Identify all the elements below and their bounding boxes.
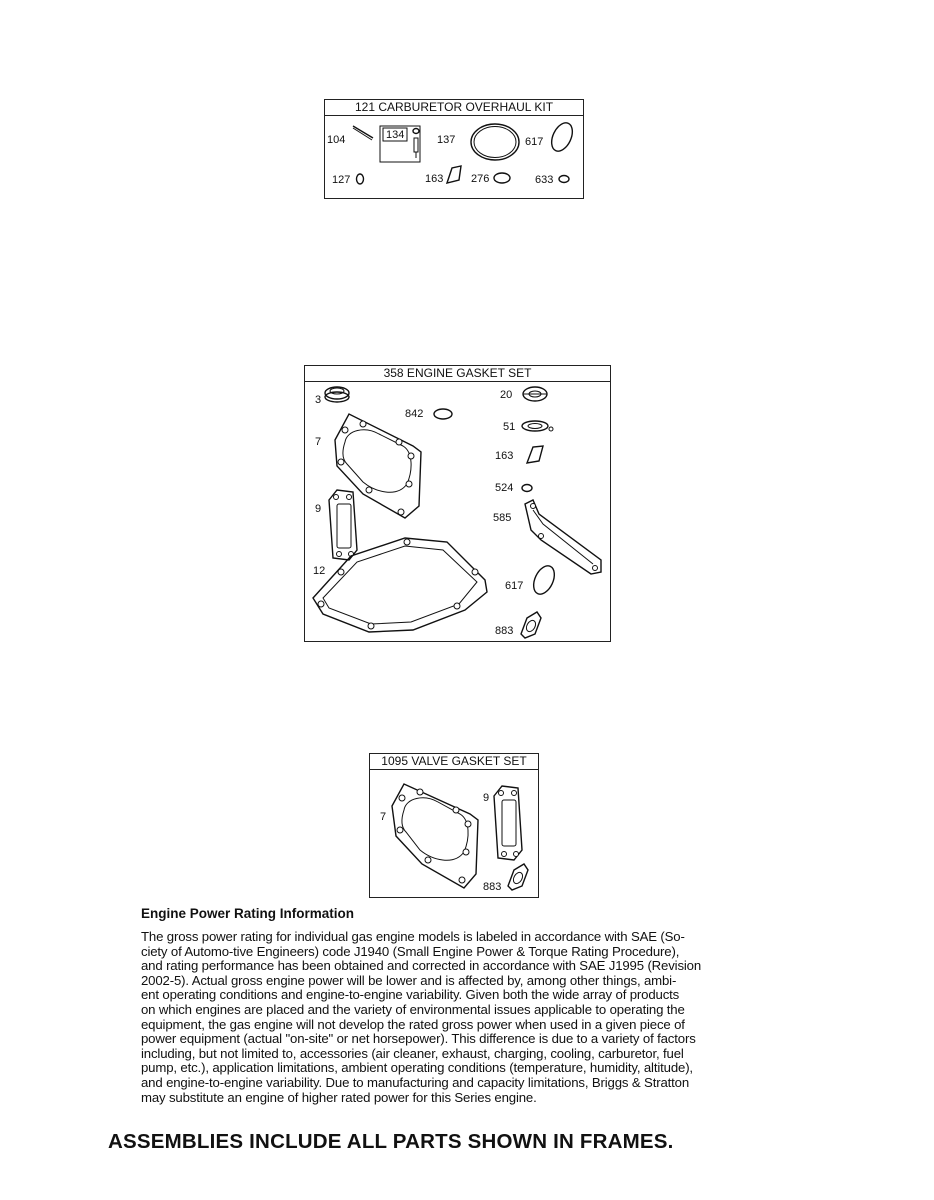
- assemblies-footer-note: ASSEMBLIES INCLUDE ALL PARTS SHOWN IN FRAMES.: [108, 1130, 674, 1153]
- needle-part-134: [413, 129, 419, 159]
- label-883: 883: [495, 625, 514, 637]
- carburetor-kit-diagram: [325, 100, 583, 198]
- seal-part-20: [523, 387, 547, 401]
- label-51: 51: [503, 421, 516, 433]
- label-585: 585: [493, 512, 512, 524]
- label-842: 842: [405, 408, 424, 420]
- washer-part-633: [559, 176, 569, 183]
- pin-part-104: [353, 126, 373, 140]
- label-12: 12: [313, 565, 326, 577]
- valve-gasket-frame: [369, 753, 539, 898]
- label-276: 276: [471, 173, 490, 185]
- label-163: 163: [495, 450, 514, 462]
- label-9: 9: [315, 503, 322, 515]
- label-524: 524: [495, 482, 514, 494]
- label-7: 7: [315, 436, 322, 448]
- carburetor-kit-frame: [324, 99, 584, 199]
- label-137: 137: [437, 134, 456, 146]
- engine-gasket-frame: [304, 365, 611, 642]
- label-9: 9: [483, 792, 490, 804]
- gasket-part-163: [527, 446, 543, 463]
- cover-gasket-part-9: [329, 490, 357, 560]
- label-127: 127: [332, 174, 351, 186]
- label-163: 163: [425, 173, 444, 185]
- gasket-part-163: [447, 166, 461, 183]
- gasket-part-51: [522, 421, 553, 431]
- gasket-part-883: [521, 612, 541, 638]
- ring-part-524: [522, 485, 532, 492]
- manifold-gasket-part-585: [525, 500, 601, 574]
- label-617: 617: [505, 580, 524, 592]
- power-rating-heading: Engine Power Rating Information: [141, 906, 355, 921]
- ring-part-842: [434, 409, 452, 419]
- power-rating-body: The gross power rating for individual gas engine models is labeled in accordance with SAE (So- ciety of Automo-tive Engineers) code J1940 (Small Engine Power & Torque Rating Procedure), and rating performance has been obtained and corrected in accordance with SAE J1995 (Revision 2002-5). Actual gross engine power will be lower and is affected by, among other things, ambi- ent operating conditions and engine-to-engine variability. Given both the wide array of products on which engines are placed and the variety of environmental issues applicable to operating the equipment, the gas engine will not develop the rated gross power when used in a given piece of power equipment (actual "on-site" or net horsepower). This difference is due to a variety of factors including, but not limited to, accessories (air cleaner, exhaust, charging, cooling, carburetor, fuel pump, etc.), application limitations, ambient operating conditions (temperature, humidity, altitude), and engine-to-engine variability. Due to manufacturing and capacity limitations, Briggs & Stratton may substitute an engine of higher rated power for this Series engine.: [141, 929, 702, 1105]
- label-3: 3: [315, 394, 322, 406]
- label-134: 134: [386, 129, 405, 141]
- engine-gasket-title: 358 ENGINE GASKET SET: [305, 366, 610, 382]
- cover-gasket-part-9: [494, 786, 522, 860]
- label-7: 7: [380, 811, 387, 823]
- label-20: 20: [500, 389, 513, 401]
- valve-gasket-diagram: [370, 754, 538, 897]
- engine-gasket-diagram: [305, 366, 610, 641]
- washer-part-276: [494, 173, 510, 183]
- head-gasket-part-7: [392, 784, 478, 888]
- gasket-part-883: [508, 864, 528, 890]
- o-ring-part-617: [530, 563, 559, 598]
- valve-gasket-title: 1095 VALVE GASKET SET: [370, 754, 538, 770]
- seal-part-127: [357, 174, 364, 184]
- head-gasket-part-7: [335, 414, 421, 518]
- label-617: 617: [525, 136, 544, 148]
- label-104: 104: [327, 134, 346, 146]
- carburetor-kit-title: 121 CARBURETOR OVERHAUL KIT: [325, 100, 583, 116]
- seal-part-3: [325, 387, 349, 402]
- gasket-part-137: [471, 124, 519, 160]
- label-633: 633: [535, 174, 554, 186]
- label-883: 883: [483, 881, 502, 893]
- o-ring-part-617: [548, 120, 577, 155]
